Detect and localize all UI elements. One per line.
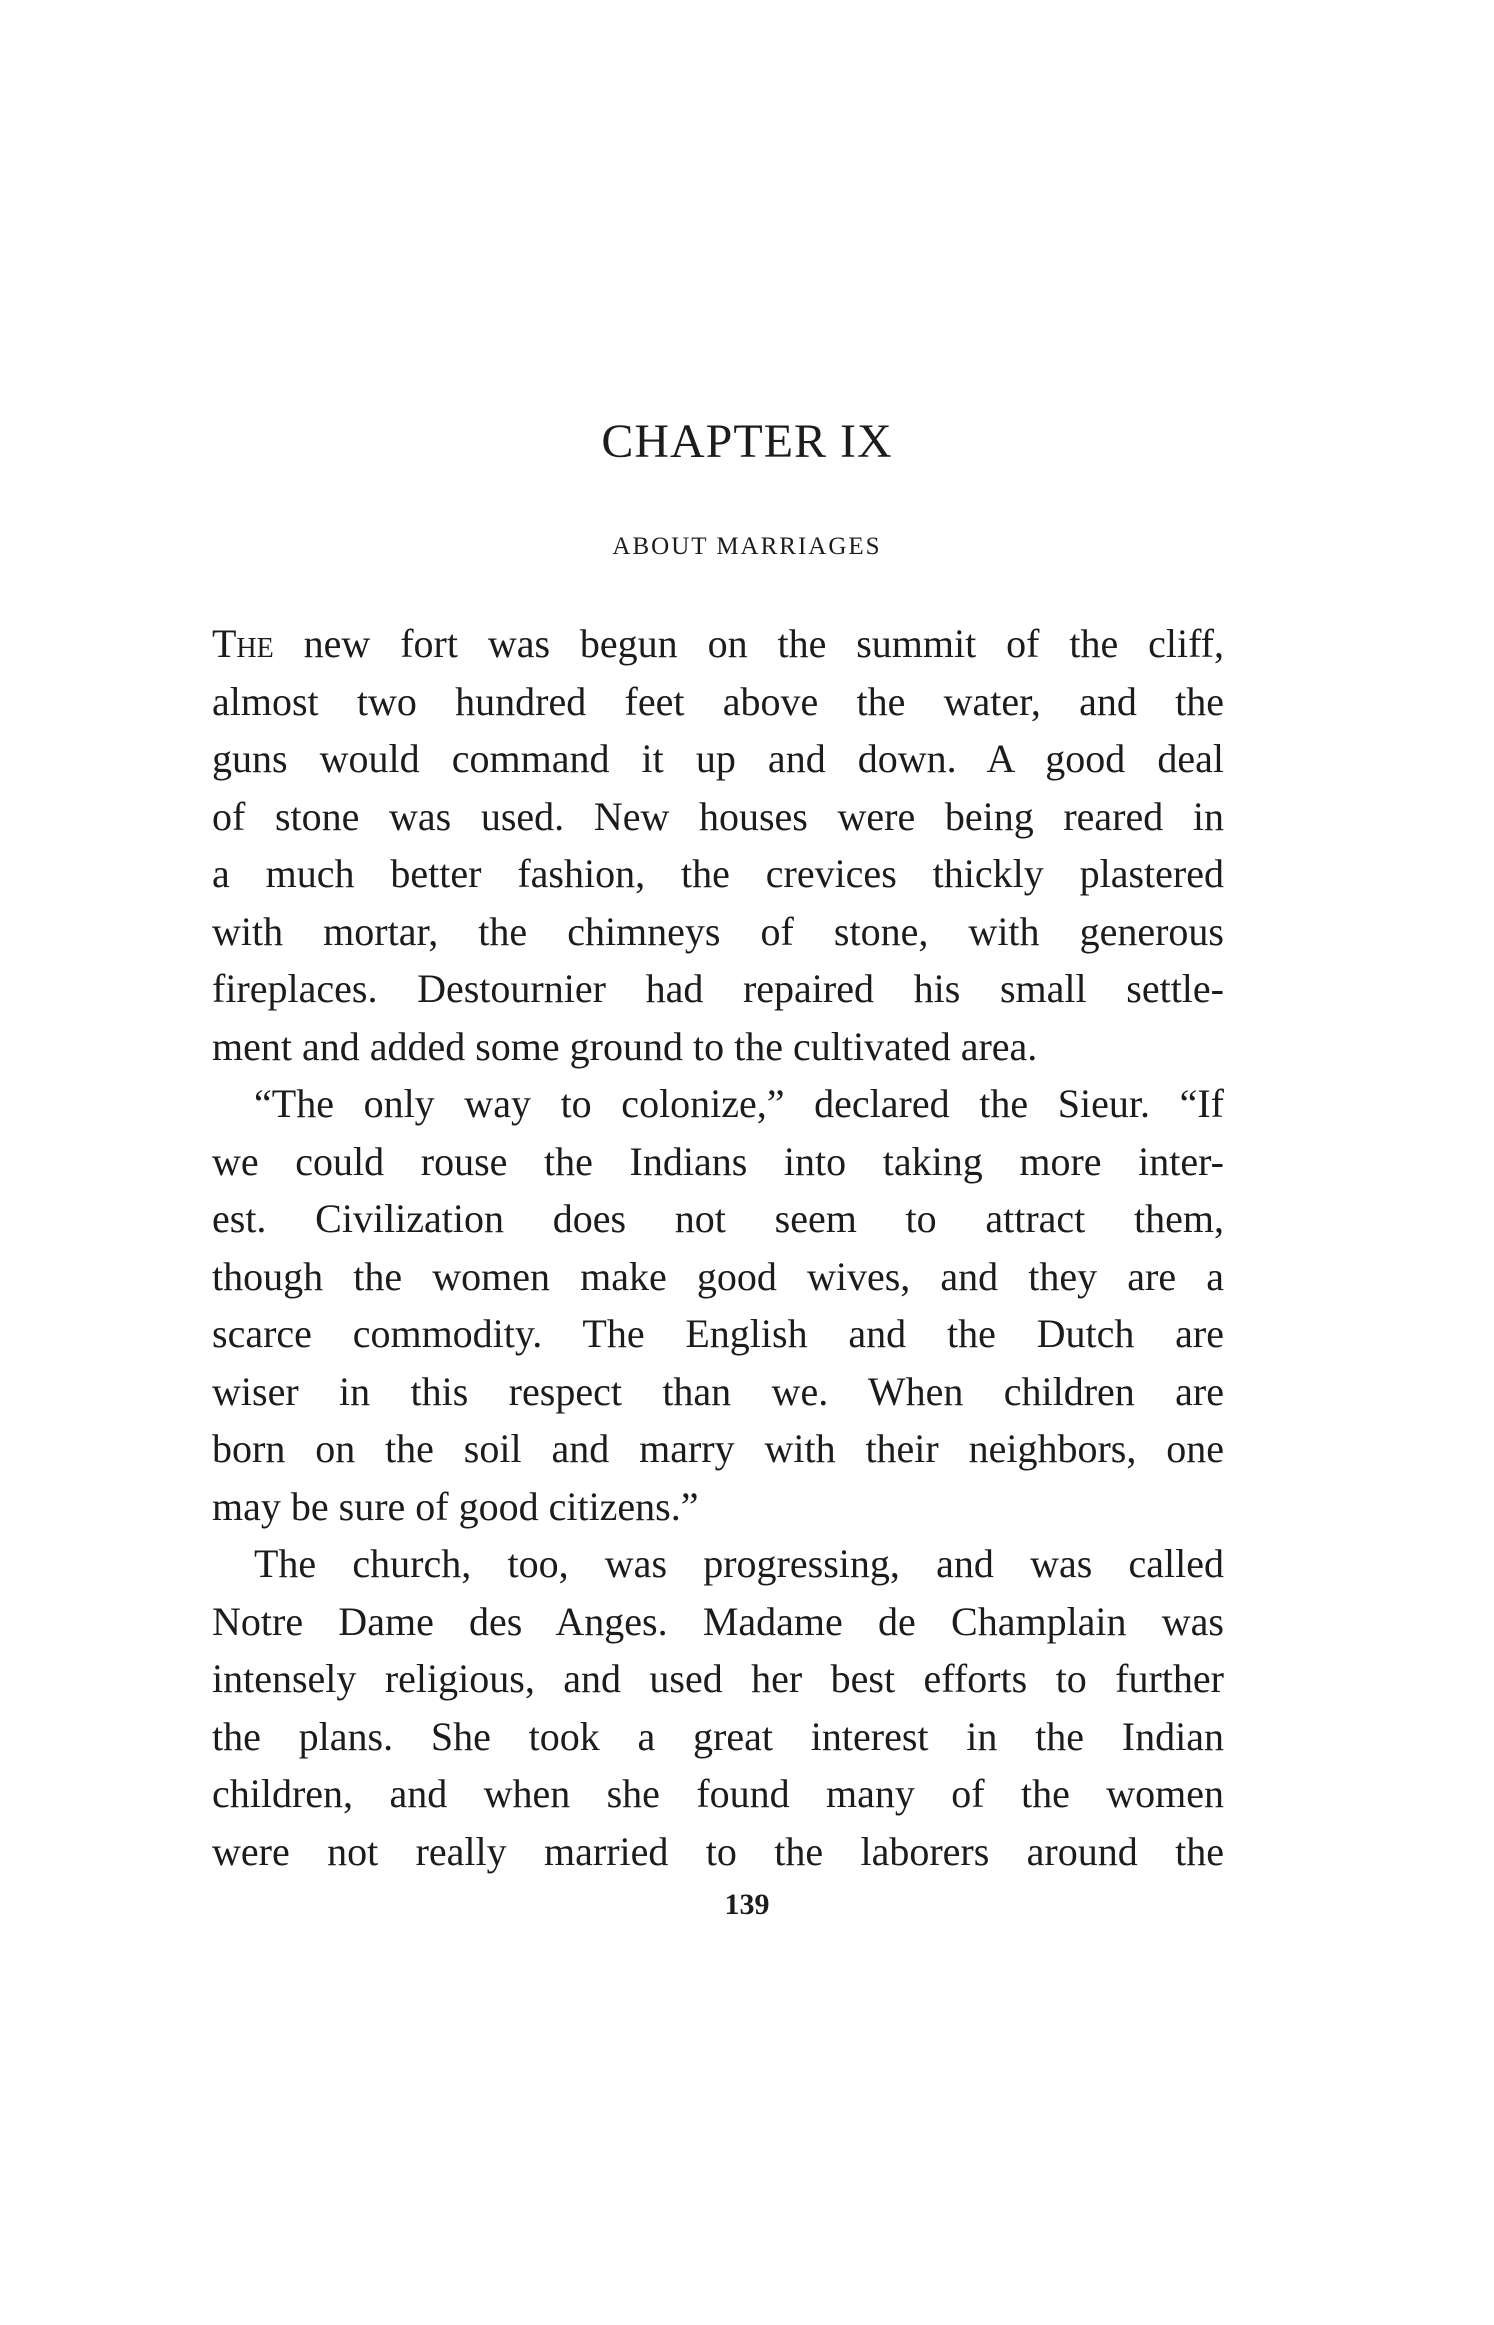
text-line: may be sure of good citizens.” [212,1483,699,1529]
text-line: est. Civilization does not seem to attract them, [212,1196,1224,1241]
chapter-title: CHAPTER IX [601,415,893,468]
text-line: born on the soil and marry with their neighbors, one [212,1426,1224,1471]
text-line: guns would command it up and down. A good deal [212,736,1224,781]
text-line: “The only way to colonize,” declared the Sieur. “If [254,1081,1224,1126]
text-line: a much better fashion, the crevices thickly plastered [212,851,1224,896]
text-line: though the women make good wives, and they are a [212,1253,1224,1299]
text-line: almost two hundred feet above the water, and the [212,678,1224,724]
text-line: were not really married to the laborers around the [212,1828,1224,1874]
text-line: wiser in this respect than we. When children are [212,1368,1224,1414]
text-line: Notre Dame des Anges. Madame de Champlain was [212,1598,1224,1644]
text-line: ment and added some ground to the cultivated area. [212,1023,1038,1069]
text-line: children, and when she found many of the women [212,1771,1224,1816]
chapter-subtitle: ABOUT MARRIAGES [612,533,882,560]
text-line [212,615,1224,673]
text-line: fireplaces. Destournier had repaired his small settle- [212,966,1224,1011]
page-number: 139 [724,1888,770,1921]
text-line: scarce commodity. The English and the Dutch are [212,1311,1224,1356]
text-line-content: new fort was begun on the summit of the cliff, [273,621,1224,666]
text-line: we could rouse the Indians into taking more inter- [212,1138,1224,1184]
drop-word: The [212,621,274,666]
text-line: the plans. She took a great interest in the Indian [212,1713,1224,1759]
text-line: intensely religious, and used her best efforts to further [212,1656,1224,1701]
body-text [212,615,1224,1880]
text-line: of stone was used. New houses were being reared in [212,793,1224,839]
text-line: with mortar, the chimneys of stone, with generous [212,908,1224,954]
text-line: The church, too, was progressing, and was called [254,1541,1224,1586]
